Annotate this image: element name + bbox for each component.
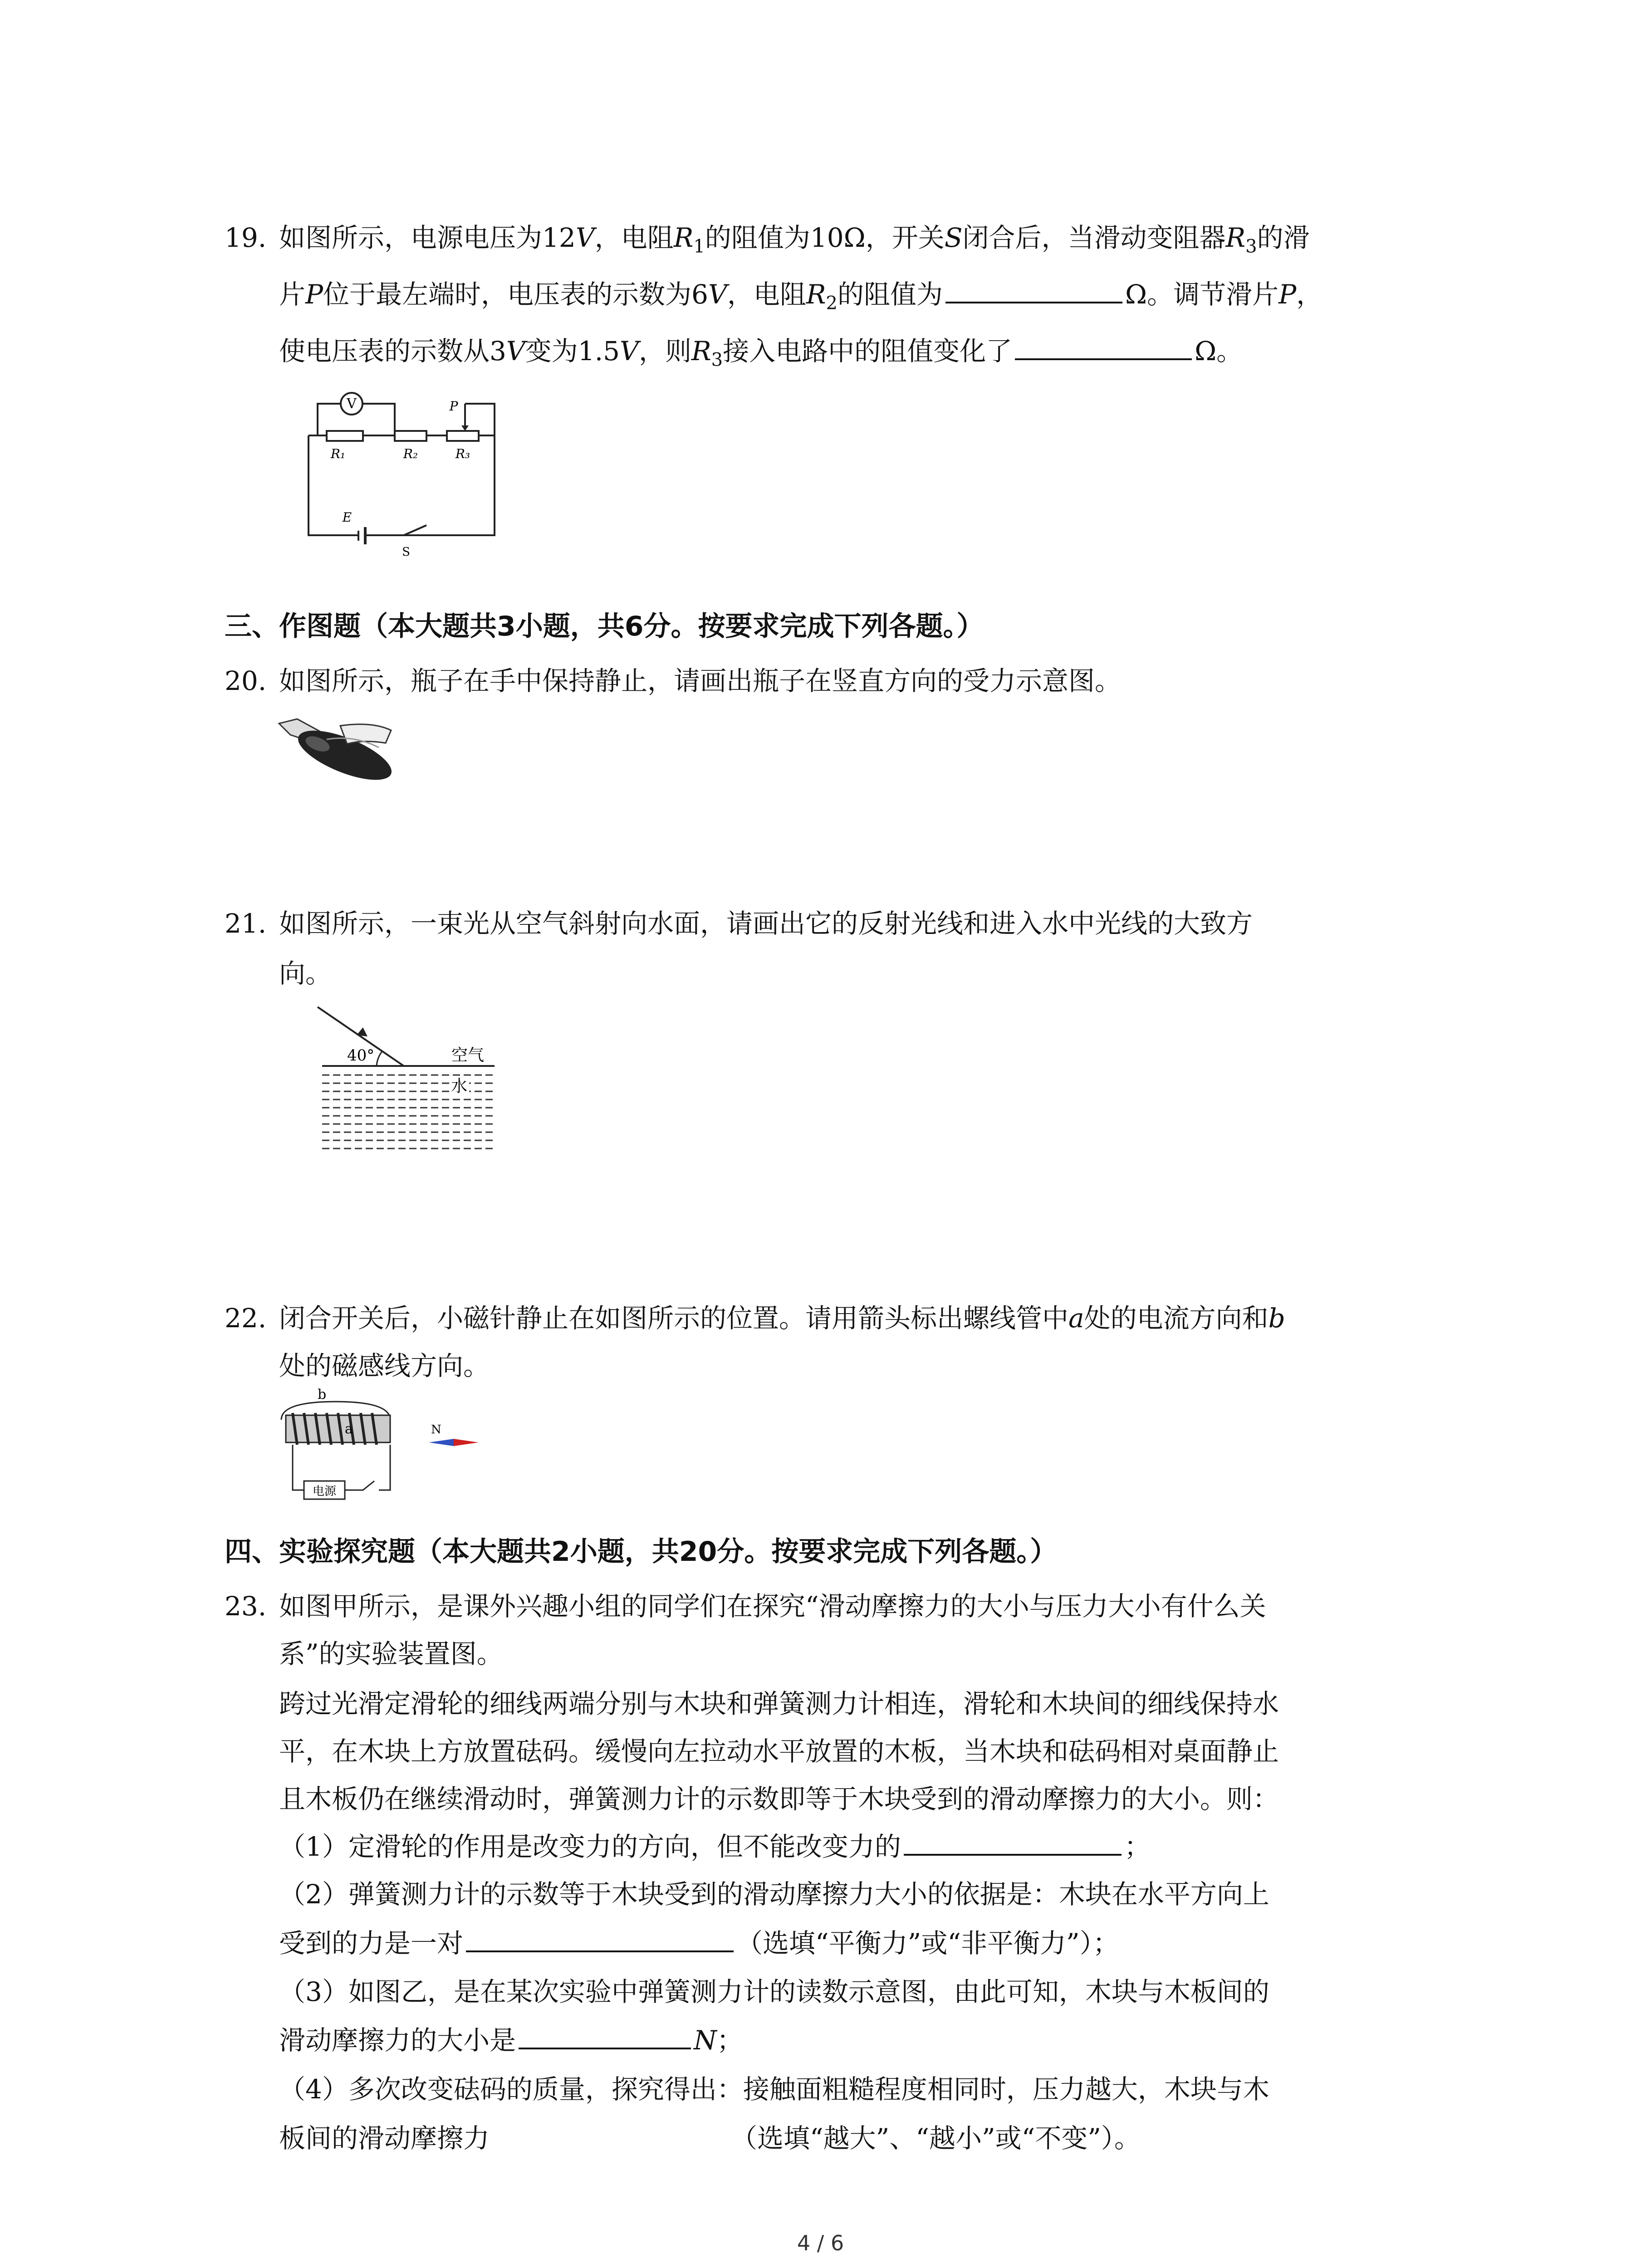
q23-part-2-line-2: 受到的力是一对 （选填“平衡力”或“非平衡力”）； [279, 1928, 1119, 1959]
r1-resistor [327, 431, 363, 441]
q23-blank-3[interactable] [519, 2025, 691, 2049]
q23-part-3-line-1: （3）如图乙，是在某次实验中弹簧测力计的读数示意图，由此可知，木块与木板间的 [279, 1976, 1269, 2007]
q22-line-2: 处的磁感线方向。 [279, 1350, 490, 1381]
q21-light-refraction-figure [313, 1002, 504, 1157]
q23-blank-1[interactable] [904, 1831, 1122, 1856]
q19-line-2: 片P位于最左端时，电压表的示数为6V，电阻$R_2$的阻值为 Ω。调节滑片P， [279, 279, 1323, 314]
svg-text:电源: 电源 [312, 1485, 337, 1498]
q23-line-5: 且木板仍在继续滑动时，弹簧测力计的示数即等于木块受到的滑动摩擦力的大小。则： [279, 1784, 1279, 1814]
voltmeter-label: V [347, 396, 357, 412]
q23-part-4-line-2: 板间的滑动摩擦力 （选填“越大”、“越小”或“不变”）。 [279, 2123, 1141, 2154]
q23-part-1: （1）定滑轮的作用是改变力的方向，但不能改变力的 ； [279, 1831, 1151, 1862]
q19-line-3: 使电压表的示数从3V变为1.5V，则$R_3$接入电路中的阻值变化了 Ω。 [279, 336, 1243, 371]
q23-line-3: 跨过光滑定滑轮的细线两端分别与木块和弹簧测力计相连，滑轮和木块间的细线保持水 [279, 1688, 1279, 1719]
svg-text:P: P [449, 399, 458, 414]
q23-line-4: 平，在木块上方放置砝码。缓慢向左拉动水平放置的木板，当木块和砝码相对桌面静止 [279, 1736, 1279, 1767]
svg-text:N: N [431, 1423, 441, 1437]
q23-part-4-line-1: （4）多次改变砝码的质量，探究得出：接触面粗糙程度相同时，压力越大，木块与木 [279, 2074, 1269, 2105]
section-4-heading: 四、实验探究题（本大题共2小题，共20分。按要求完成下列各题。） [225, 1536, 1058, 1568]
q22-line-1: 22. 闭合开关后，小磁针静止在如图所示的位置。请用箭头标出螺线管中a处的电流方向和b [225, 1303, 1285, 1334]
q23-part-3-line-2: 滑动摩擦力的大小是 N； [279, 2025, 743, 2056]
svg-text:空气: 空气 [451, 1046, 485, 1065]
svg-text:R₂: R₂ [403, 446, 418, 461]
svg-text:b: b [318, 1388, 327, 1403]
r2-resistor [395, 431, 426, 441]
q19-blank-r3-change[interactable] [1015, 336, 1192, 360]
q19-circuit-figure [290, 386, 508, 558]
compass-needle-n [429, 1439, 454, 1446]
page-number: 4 / 6 [797, 2231, 844, 2255]
q23-blank-4[interactable] [492, 2123, 728, 2147]
q21-line-2: 向。 [279, 958, 332, 989]
q23-line-2: 系”的实验装置图。 [279, 1638, 503, 1669]
section-3-heading: 三、作图题（本大题共3小题，共6分。按要求完成下列各题。） [225, 611, 984, 642]
svg-text:40°: 40° [347, 1046, 375, 1065]
q20-bottle-in-hand-figure [272, 708, 399, 780]
q19-blank-r2[interactable] [945, 279, 1122, 303]
compass-needle-s [454, 1439, 479, 1446]
q23-blank-2[interactable] [466, 1928, 734, 1952]
q22-solenoid-figure [272, 1388, 485, 1506]
q21-line-1: 21. 如图所示，一束光从空气斜射向水面，请画出它的反射光线和进入水中光线的大致方 [225, 908, 1253, 939]
svg-text:S: S [402, 545, 410, 558]
q23-part-2-line-1: （2）弹簧测力计的示数等于木块受到的滑动摩擦力大小的依据是：木块在水平方向上 [279, 1879, 1269, 1910]
svg-text:R₃: R₃ [455, 446, 470, 461]
q23-line-1: 23. 如图甲所示，是课外兴趣小组的同学们在探究“滑动摩擦力的大小与压力大小有什么关 [225, 1591, 1266, 1622]
r3-rheostat [447, 431, 479, 441]
svg-text:水: 水 [451, 1077, 468, 1095]
svg-text:a: a [345, 1421, 353, 1437]
q19-number: 19. [225, 222, 267, 253]
svg-text:E: E [342, 510, 352, 525]
q19-line-1: 19. 如图所示，电源电压为12V，电阻$R_1$的阻值为10Ω，开关S闭合后，当滑动变阻器$R_3$的滑 [225, 222, 1310, 257]
svg-text:R₁: R₁ [330, 446, 346, 461]
q20-line-1: 20. 如图所示，瓶子在手中保持静止，请画出瓶子在竖直方向的受力示意图。 [225, 665, 1122, 696]
